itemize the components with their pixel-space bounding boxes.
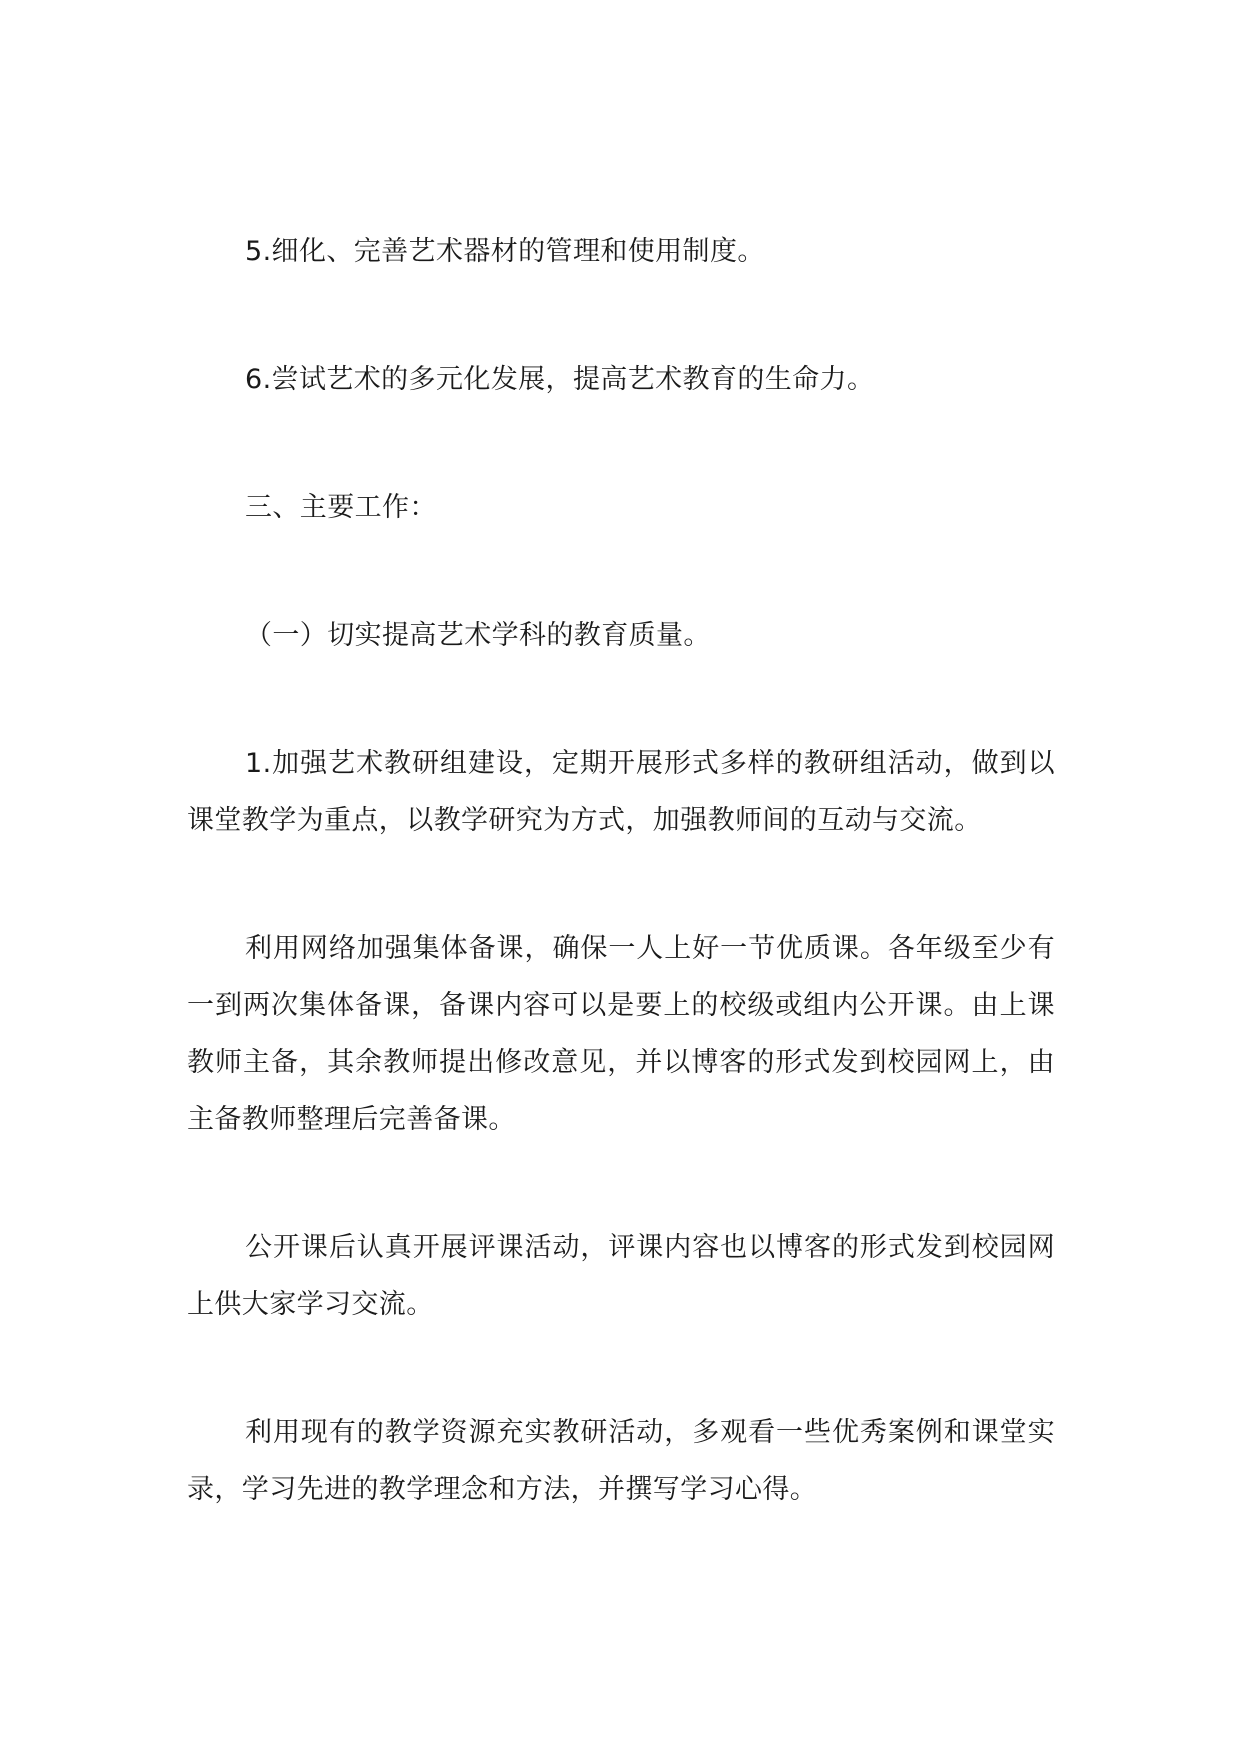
paragraph-item-6: 6.尝试艺术的多元化发展，提高艺术教育的生命力。	[245, 364, 875, 395]
paragraph-item-5: 5.细化、完善艺术器材的管理和使用制度。	[245, 236, 765, 267]
paragraph-lesson-review: 公开课后认真开展评课活动，评课内容也以博客的形式发到校园网上供大家学习交流。	[187, 1232, 1055, 1320]
section-heading-main-work: 三、主要工作：	[245, 492, 437, 523]
subsection-heading-1: （一）切实提高艺术学科的教育质量。	[245, 620, 711, 651]
paragraph-item-1: 1.加强艺术教研组建设，定期开展形式多样的教研组活动，做到以课堂教学为重点，以教学研究为方式，加强教师间的互动与交流。	[187, 748, 1055, 836]
paragraph-teaching-resources: 利用现有的教学资源充实教研活动，多观看一些优秀案例和课堂实录，学习先进的教学理念和方法，并撰写学习心得。	[187, 1417, 1055, 1505]
paragraph-collective-lesson-prep: 利用网络加强集体备课，确保一人上好一节优质课。各年级至少有一到两次集体备课，备课内容可以是要上的校级或组内公开课。由上课教师主备，其余教师提出修改意见，并以博客的形式发到校园网上，由主备教师整理后完善备课。	[187, 933, 1055, 1135]
document-body	[187, 223, 1055, 1589]
